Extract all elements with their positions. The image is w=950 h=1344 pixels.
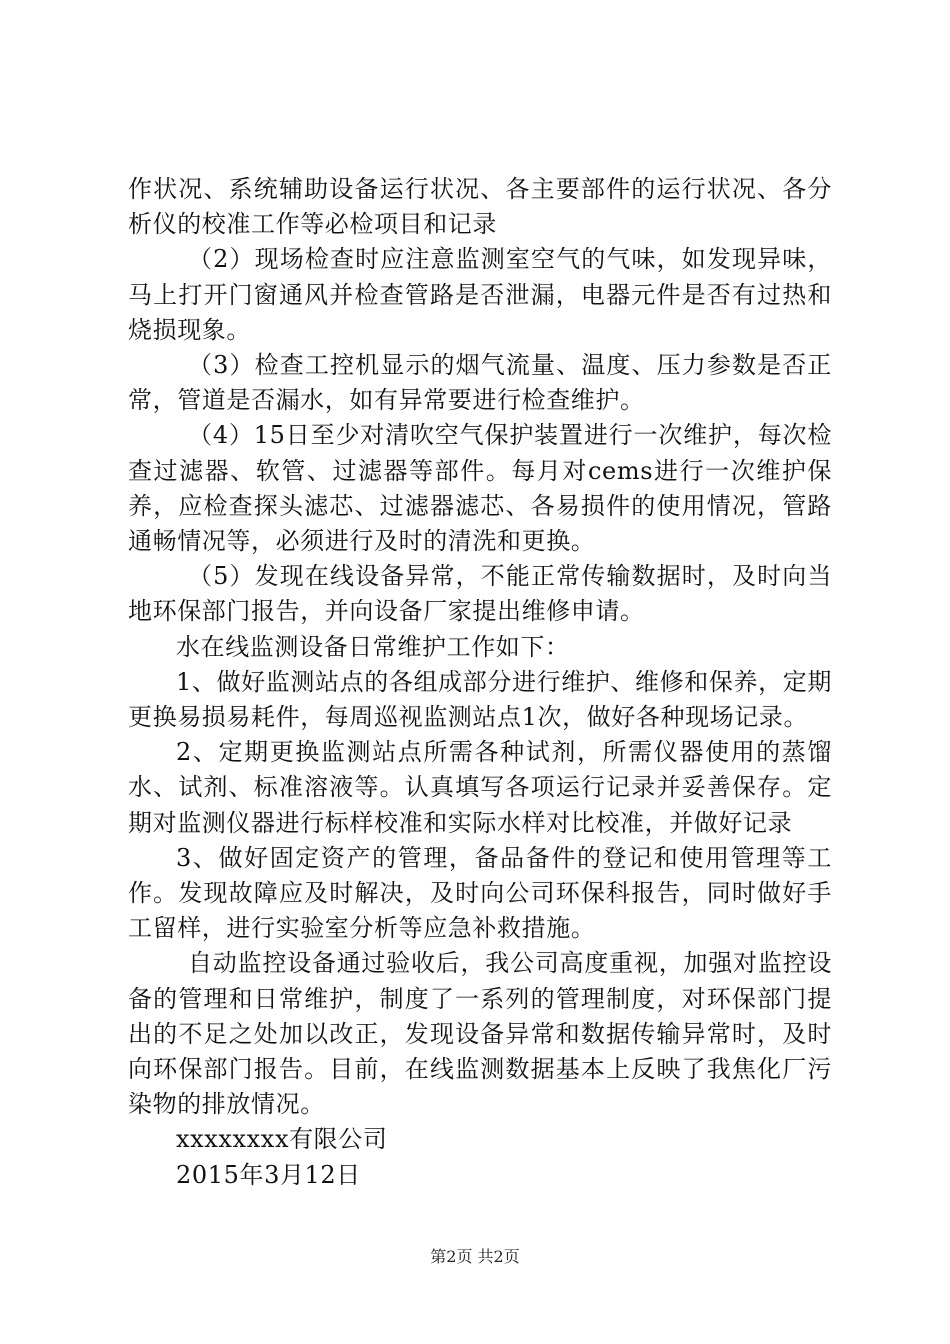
- paragraph-item-3: （3）检查工控机显示的烟气流量、温度、压力参数是否正常，管道是否漏水，如有异常要进行检查维护。: [128, 351, 832, 415]
- paragraph-water-item-3: 3、做好固定资产的管理，备品备件的登记和使用管理等工作。发现故障应及时解决，及时向公司环保科报告，同时做好手工留样，进行实验室分析等应急补救措施。: [128, 843, 832, 943]
- signature-date: 2015年3月12日: [176, 1160, 361, 1189]
- page-number-label: 第2页 共2页: [430, 1247, 520, 1266]
- page-footer: [0, 1244, 950, 1267]
- paragraph-continued: 作状况、系统辅助设备运行状况、各主要部件的运行状况、各分析仪的校准工作等必检项目和记录: [128, 175, 832, 239]
- paragraph-water-item-1: 1、做好监测站点的各组成部分进行维护、维修和保养，定期更换易损易耗件，每周巡视监测站点1次，做好各种现场记录。: [128, 667, 832, 732]
- paragraph-water-heading: 水在线监测设备日常维护工作如下：: [176, 632, 570, 661]
- paragraph-item-4: （4）15日至少对清吹空气保护装置进行一次维护，每次检查过滤器、软管、过滤器等部件。每月对cems进行一次维护保养，应检查探头滤芯、过滤器滤芯、各易损件的使用情况，管路通畅情况等，必须进行及时的清洗和更换。: [128, 421, 832, 556]
- paragraph-water-item-2: 2、定期更换监测站点所需各种试剂，所需仪器使用的蒸馏水、试剂、标准溶液等。认真填写各项运行记录并妥善保存。定期对监测仪器进行标样校准和实际水样对比校准，并做好记录: [128, 738, 832, 837]
- signature-company: xxxxxxxx有限公司: [176, 1125, 388, 1154]
- document-body: [128, 172, 832, 1193]
- paragraph-item-2: （2）现场检查时应注意监测室空气的气味，如发现异味，马上打开门窗通风并检查管路是否泄漏，电器元件是否有过热和烧损现象。: [128, 245, 832, 344]
- paragraph-item-5: （5）发现在线设备异常，不能正常传输数据时，及时向当地环保部门报告，并向设备厂家提出维修申请。: [128, 562, 832, 626]
- paragraph-conclusion: 自动监控设备通过验收后，我公司高度重视，加强对监控设备的管理和日常维护，制度了一系列的管理制度，对环保部门提出的不足之处加以改正，发现设备异常和数据传输异常时，及时向环保部门报告。目前，在线监测数据基本上反映了我焦化厂污染物的排放情况。: [128, 949, 832, 1119]
